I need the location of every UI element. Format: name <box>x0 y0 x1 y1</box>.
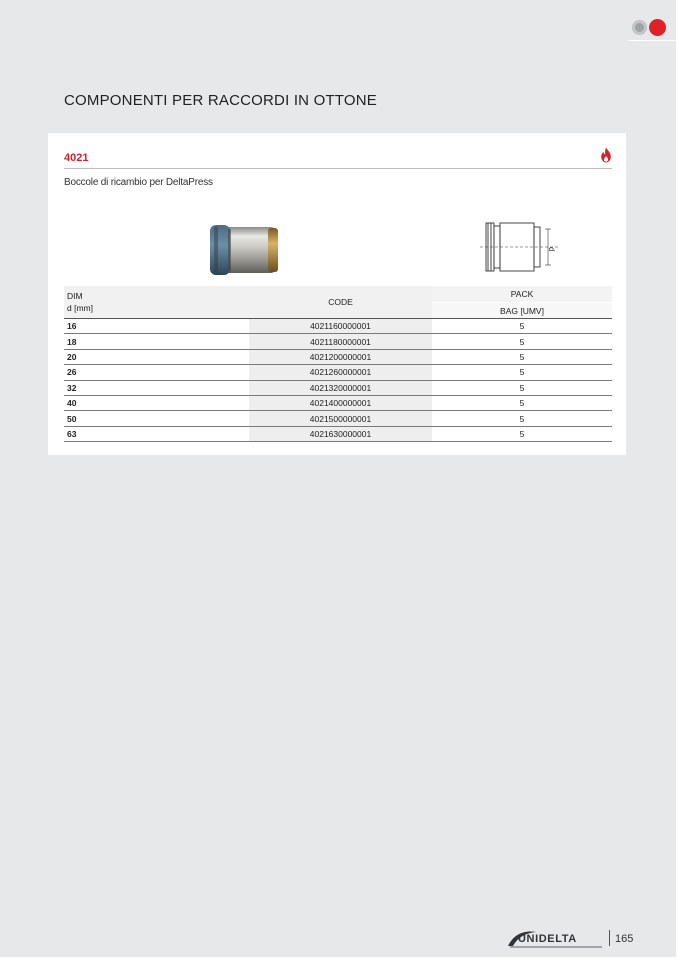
header-dim-line1: DIM <box>67 291 83 301</box>
header-pack: PACK <box>432 286 612 303</box>
table-row <box>64 319 612 334</box>
cell-bag: 5 <box>432 380 612 395</box>
cell-code: 4021500000001 <box>249 411 432 426</box>
cell-bag: 5 <box>432 334 612 349</box>
cell-code: 4021200000001 <box>249 349 432 364</box>
product-photo <box>204 217 284 279</box>
cell-dim: 26 <box>64 365 249 380</box>
table-row <box>64 365 612 380</box>
cell-dim: 16 <box>64 319 249 334</box>
cell-code: 4021260000001 <box>249 365 432 380</box>
footer-separator <box>609 930 610 946</box>
cell-bag: 5 <box>432 365 612 380</box>
cell-bag: 5 <box>432 319 612 334</box>
table-row <box>64 395 612 410</box>
table-row <box>64 426 612 441</box>
cell-dim: 50 <box>64 411 249 426</box>
cell-bag: 5 <box>432 395 612 410</box>
cell-bag: 5 <box>432 426 612 441</box>
header-code: CODE <box>249 286 432 319</box>
table-row <box>64 349 612 364</box>
title-divider <box>64 168 612 169</box>
cell-dim: 18 <box>64 334 249 349</box>
red-circle-icon <box>649 19 666 36</box>
product-code: 4021 <box>64 152 89 164</box>
technical-drawing <box>476 217 566 277</box>
product-description: Boccole di ricambio per DeltaPress <box>64 177 213 188</box>
cell-dim: 40 <box>64 395 249 410</box>
cell-code: 4021400000001 <box>249 395 432 410</box>
grey-circle-icon <box>632 20 647 35</box>
cell-dim: 20 <box>64 349 249 364</box>
table-row <box>64 411 612 426</box>
table-row <box>64 334 612 349</box>
dimension-label-d: d <box>547 247 556 252</box>
section-title: COMPONENTI PER RACCORDI IN OTTONE <box>64 92 378 109</box>
table-row <box>64 380 612 395</box>
flame-icon <box>600 147 612 163</box>
brand-name: UNIDELTA <box>518 933 577 945</box>
cell-bag: 5 <box>432 411 612 426</box>
top-decoration <box>628 16 678 42</box>
spec-table <box>64 286 612 442</box>
product-card <box>48 133 626 455</box>
cell-code: 4021630000001 <box>249 426 432 441</box>
page-number: 165 <box>615 933 634 945</box>
cell-code: 4021320000001 <box>249 380 432 395</box>
cell-bag: 5 <box>432 349 612 364</box>
header-dim-line2: d [mm] <box>67 303 93 313</box>
header-bag: BAG [UMV] <box>432 303 612 319</box>
cell-dim: 32 <box>64 380 249 395</box>
top-rule <box>628 40 678 41</box>
cell-dim: 63 <box>64 426 249 441</box>
header-dim <box>64 286 249 319</box>
cell-code: 4021160000001 <box>249 319 432 334</box>
cell-code: 4021180000001 <box>249 334 432 349</box>
